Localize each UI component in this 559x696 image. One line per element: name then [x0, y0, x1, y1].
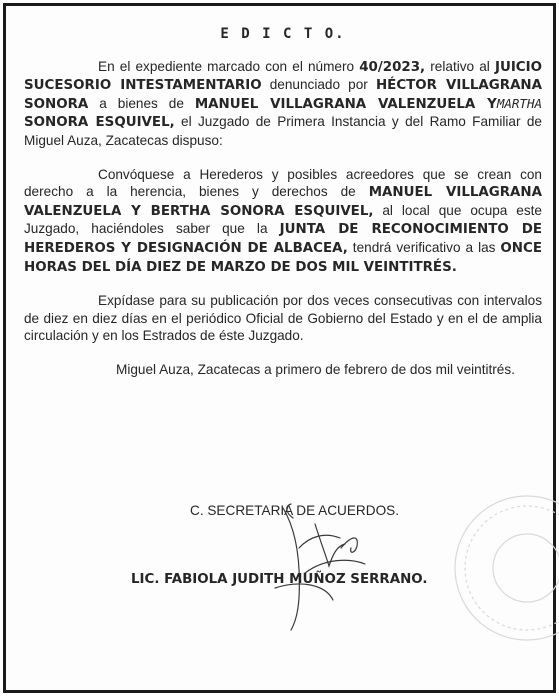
case-number: 40/2023,: [359, 59, 426, 75]
official-seal: [435, 488, 559, 648]
text: al local que ocupa este Juzgado, haciéndoles saber que la: [24, 202, 542, 237]
document-title: E D I C T O.: [220, 26, 346, 42]
text: el Juzgado de Primera Instancia y del Ramo Familiar de Miguel Auza, Zacatecas dispuso:: [24, 114, 542, 148]
text: relativo al: [425, 58, 495, 74]
edict-document: [24, 26, 542, 379]
text: Convóquese a Herederos y posibles acreedores que se crean con derecho a la herencia, bienes y derechos de: [24, 166, 542, 200]
text: denunciado por: [261, 77, 376, 93]
deceased-name: MANUEL VILLAGRANA VALENZUELA Y: [194, 96, 497, 112]
paragraph-convocation: [24, 166, 542, 277]
signer-role: C. SECRETARIA DE ACUERDOS.: [190, 503, 399, 518]
deceased-names: MANUEL VILLAGRANA VALENZUELA Y BERTHA SONORA ESQUIVEL,: [24, 185, 542, 219]
hearing-date: ONCE HORAS DEL DÍA DIEZ DE MARZO DE DOS MIL VEINTITRÉS.: [24, 240, 542, 275]
handwritten-signature: [255, 488, 395, 638]
paragraph-case-intro: [24, 58, 542, 150]
claimant-name: HÉCTOR VILLAGRANA SONORA: [24, 78, 543, 112]
text: En el expediente marcado con el número: [98, 58, 360, 74]
paragraph-publication: Expídase para su publicación por dos veces consecutivas con intervalos de diez en diez días en el periódico Oficial de Gobierno del Estado y en el de amplia circulación y en los Estrados de éste Juzgado.: [24, 293, 542, 344]
text: a bienes de: [88, 95, 195, 111]
place-and-date: Miguel Auza, Zacatecas a primero de febrero de dos mil veintitrés.: [116, 361, 515, 377]
hearing-name: JUNTA DE RECONOCIMIENTO DE HEREDEROS Y DESIGNACIÓN DE ALBACEA,: [24, 222, 542, 256]
handwritten-correction: MARTHA: [496, 95, 542, 111]
signer-name: LIC. FABIOLA JUDITH MUÑOZ SERRANO.: [131, 572, 428, 587]
deceased-surname: SONORA ESQUIVEL,: [24, 115, 175, 131]
trial-type: JUICIO SUCESORIO INTESTAMENTARIO: [24, 59, 542, 94]
text: tendrá verificativo a las: [347, 239, 501, 255]
